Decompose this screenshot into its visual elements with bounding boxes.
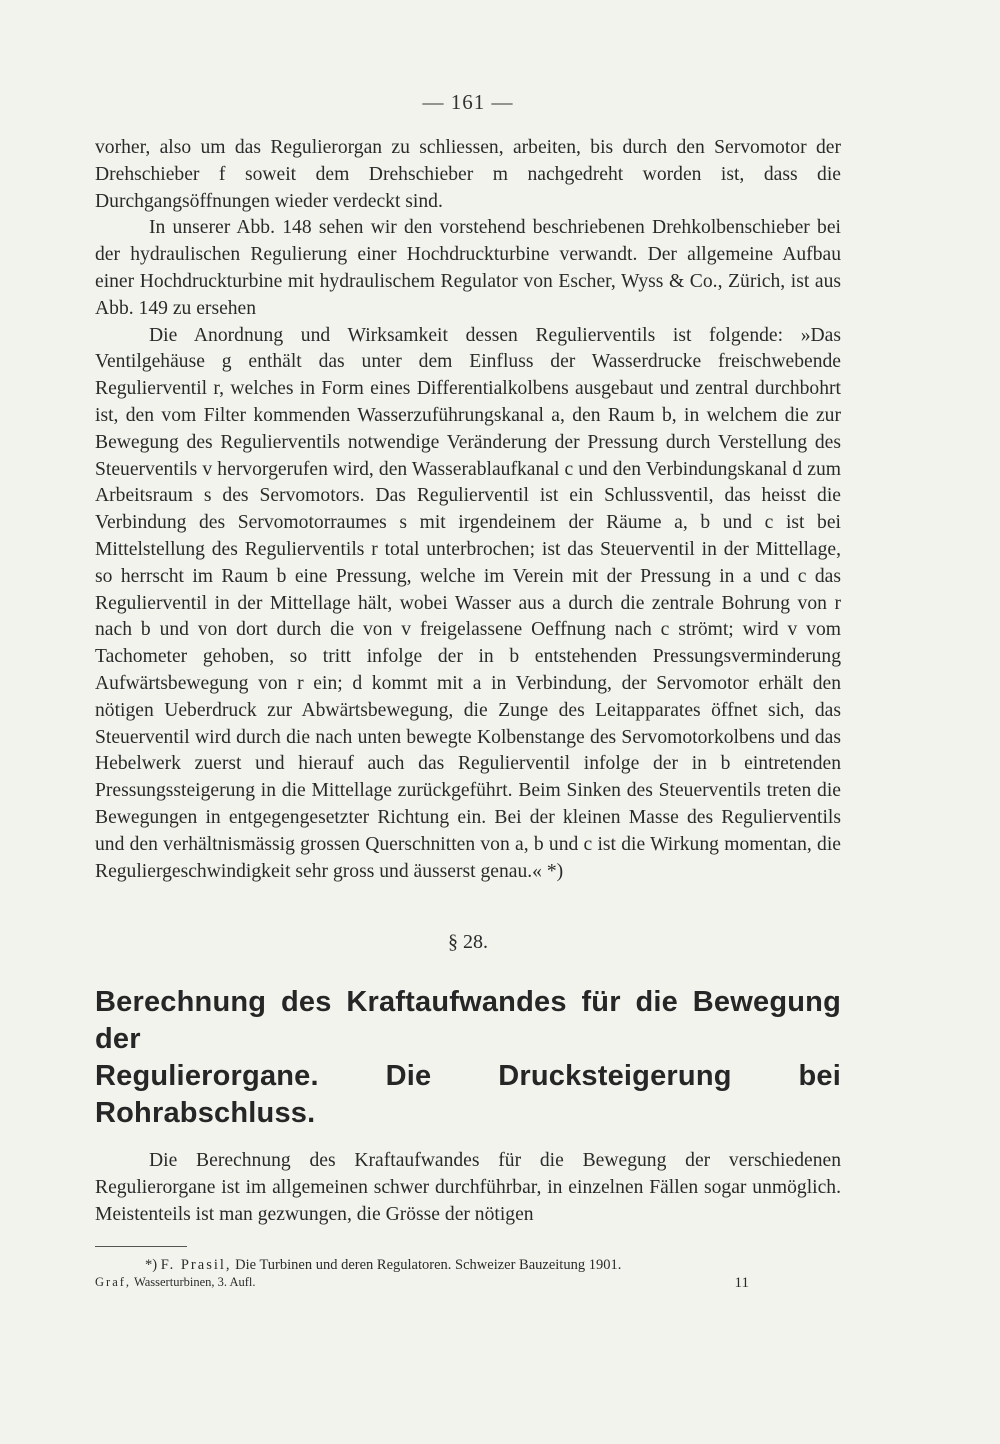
footnote-text: Die Turbinen und deren Regulatoren. Schweizer Bauzeitung 1901. <box>235 1256 622 1273</box>
footnote <box>95 1255 841 1275</box>
signature-author: Graf, <box>95 1274 132 1289</box>
page-number: — 161 — <box>422 90 514 114</box>
footnote-marker: *) <box>145 1256 158 1273</box>
signature-line <box>95 1275 841 1292</box>
section-heading-line-2: Regulierorgane. Die Drucksteigerung bei Rohrabschluss. <box>95 1060 841 1130</box>
paragraph-2: In unserer Abb. 148 sehen wir den vorstehend beschriebenen Drehkolbenschieber bei der hydraulischen Regulierung einer Hochdruckturbine verwandt. Der allgemeine Aufbau einer Hochdruckturbine mit hydraulischem Regulator von Escher, Wyss & Co., Zürich, ist aus Abb. 149 zu ersehen <box>95 217 841 319</box>
sheet-number: 11 <box>734 1274 749 1291</box>
signature-book-title: Wasserturbinen, 3. Aufl. <box>133 1274 256 1289</box>
paragraph-1: vorher, also um das Regulierorgan zu schliessen, arbeiten, bis durch den Servomotor der Drehschieber f soweit dem Drehschieber m nachgedreht worden ist, dass die Durchgangsöffnungen wieder verdeckt sind. <box>95 137 841 212</box>
footnote-author: F. Prasil, <box>160 1256 232 1273</box>
section-number: § 28. <box>448 931 488 954</box>
section-heading <box>95 984 841 1132</box>
page <box>95 90 841 1292</box>
paragraph-3: Die Anordnung und Wirksamkeit dessen Regulierventils ist folgende: »Das Ventilgehäuse g enthält das unter dem Einfluss der Wasserdrucke freischwebende Regulierventil r, welches in Form eines Differentialkolbens ausgebaut und zentral durchbohrt ist, den vom Filter kommenden Wasserzuführungskanal a, den Raum b, in welchem die zur Bewegung des Regulierventils notwendige Veränderung der Pressung durch Verstellung des Steuerventils v hervorgerufen wird, den Wasserablaufkanal c und den Verbindungskanal d zum Arbeitsraum s des Servomotors. Das Regulierventil ist ein Schlussventil, das heisst die Verbindung des Servomotorraumes s mit irgendeinem der Räume a, b und c ist bei Mittelstellung des Regulierventils r total unterbrochen; ist das Steuerventil in der Mittellage, so herrscht im Raum b eine Pressung, welche im Verein mit der Pressung in a und c das Regulierventil in der Mittellage hält, wobei Wasser aus a durch die zentrale Bohrung von r nach b und von dort durch die von v freigelassene Oeffnung nach c strömt; wird v vom Tachometer gehoben, so tritt infolge der in b entstehenden Pressungsverminderung Aufwärtsbewegung von r ein; d kommt mit a in Verbindung, der Servomotor erhält den nötigen Ueberdruck zur Abwärtsbewegung, die Zunge des Leitapparates öffnet sich, das Steuerventil wird durch die nach unten bewegte Kolbenstange des Servomotorkolbens und das Hebelwerk zuerst und hierauf auch das Regulierventil infolge der in b eintretenden Pressungssteigerung in die Mittellage zurückgeführt. Beim Sinken des Steuerventils treten die Bewegungen in entgegengesetzter Richtung ein. Bei der kleinen Masse des Regulierventils und den verhältnismässig grossen Querschnitten von a, b und c ist die Wirkung momentan, die Reguliergeschwindigkeit sehr gross und äusserst genau.« *) <box>95 324 841 882</box>
section-heading-line-1: Berechnung des Kraftaufwandes für die Bewegung der <box>95 986 841 1056</box>
paragraph-4: Die Berechnung des Kraftaufwandes für die Bewegung der verschiedenen Regulierorgane ist im allgemeinen schwer durchführbar, in einzelnen Fällen sogar unmöglich. Meistenteils ist man gezwungen, die Grösse der nötigen <box>95 1150 841 1225</box>
signature-title <box>95 1275 255 1292</box>
footnote-divider <box>95 1246 187 1247</box>
